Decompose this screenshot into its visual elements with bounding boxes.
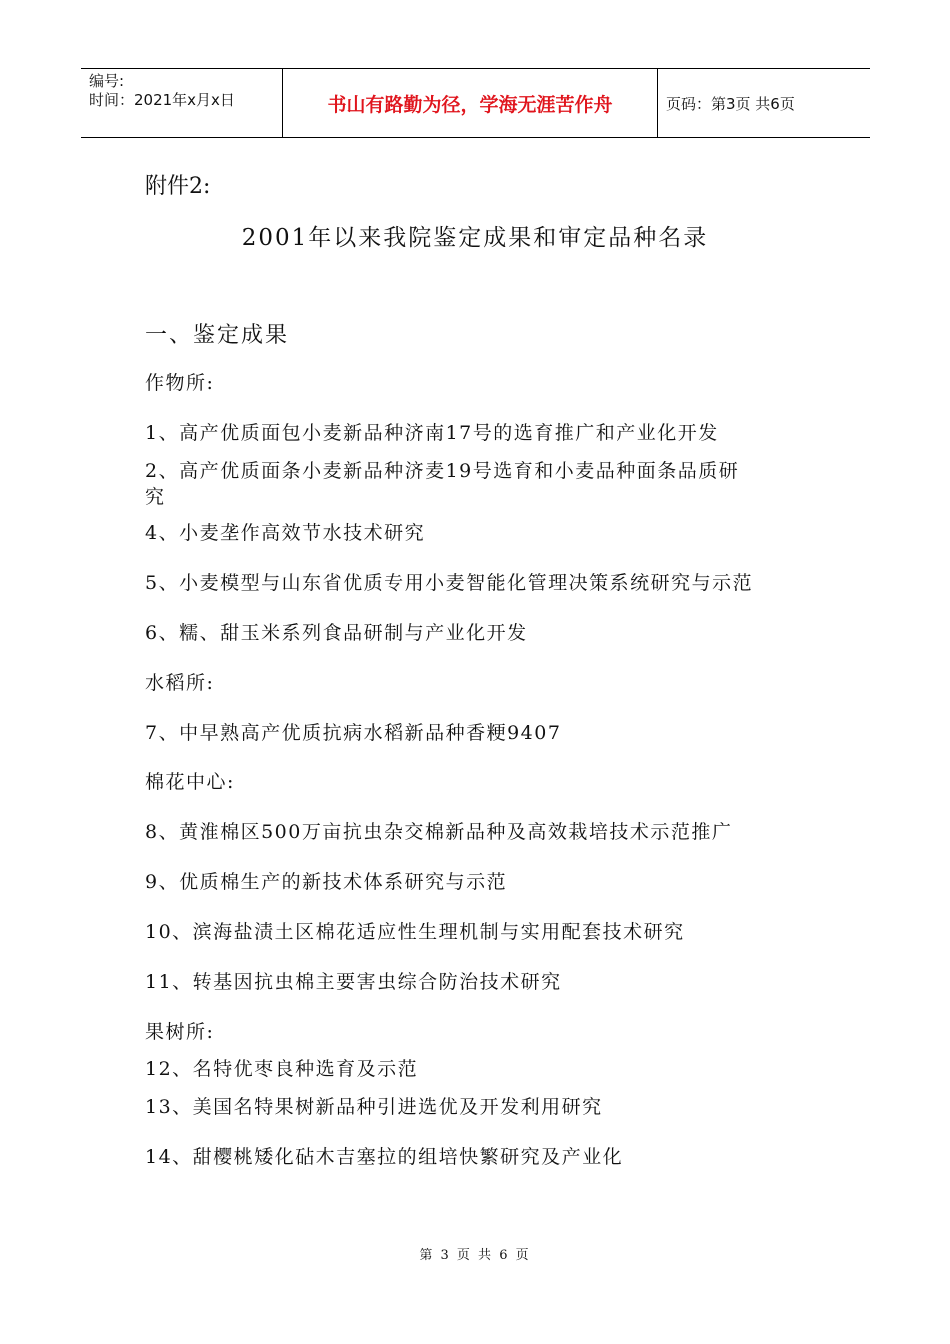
list-item: 12、名特优枣良种选育及示范 xyxy=(145,1058,419,1080)
annex-label: 附件2: xyxy=(145,174,211,199)
list-item-continuation: 究 xyxy=(145,486,166,508)
list-item: 9、优质棉生产的新技术体系研究与示范 xyxy=(145,871,508,893)
group-heading-rice: 水稻所: xyxy=(145,672,215,694)
list-item: 6、糯、甜玉米系列食品研制与产业化开发 xyxy=(145,622,528,644)
list-item: 7、中早熟高产优质抗病水稻新品种香粳9407 xyxy=(145,722,562,744)
header-meta-cell xyxy=(81,69,283,137)
group-heading-crop: 作物所: xyxy=(145,372,215,394)
list-item: 5、小麦模型与山东省优质专用小麦智能化管理决策系统研究与示范 xyxy=(145,572,754,594)
header-page-info: 页码：第3页 共6页 xyxy=(666,94,795,113)
list-item: 13、美国名特果树新品种引进选优及开发利用研究 xyxy=(145,1096,603,1118)
header-motto: 书山有路勤为径，学海无涯苦作舟 xyxy=(283,69,658,137)
section-title: 一、鉴定成果 xyxy=(145,323,290,348)
document-title: 2001年以来我院鉴定成果和审定品种名录 xyxy=(241,225,709,251)
list-item: 8、黄淮棉区500万亩抗虫杂交棉新品种及高效栽培技术示范推广 xyxy=(145,821,733,843)
group-heading-cotton: 棉花中心: xyxy=(145,771,235,793)
list-item: 2、高产优质面条小麦新品种济麦19号选育和小麦品种面条品质研 xyxy=(145,460,740,482)
list-item: 11、转基因抗虫棉主要害虫综合防治技术研究 xyxy=(145,971,562,993)
page-footer: 第 3 页 共 6 页 xyxy=(419,1248,531,1263)
list-item: 10、滨海盐渍土区棉花适应性生理机制与实用配套技术研究 xyxy=(145,921,685,943)
list-item: 14、甜樱桃矮化砧木吉塞拉的组培快繁研究及产业化 xyxy=(145,1146,624,1168)
group-heading-fruit: 果树所: xyxy=(145,1021,215,1043)
header-code-label: 编号: xyxy=(89,72,125,90)
list-item: 1、高产优质面包小麦新品种济南17号的选育推广和产业化开发 xyxy=(145,422,719,444)
header-date: 时间：2021年x月x日 xyxy=(89,91,235,109)
list-item: 4、小麦垄作高效节水技术研究 xyxy=(145,522,426,544)
document-header xyxy=(81,68,870,138)
